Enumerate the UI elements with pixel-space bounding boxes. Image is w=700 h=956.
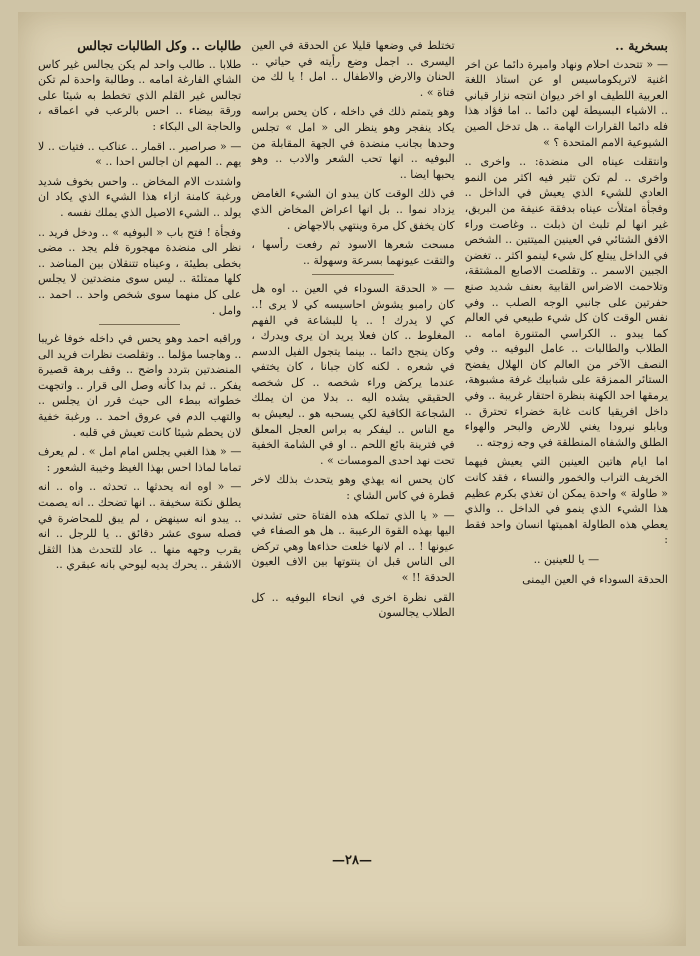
paragraph: وراقبه احمد وهو يحس في داخله خوفا غريبا .. وهاجسا مؤلما .. وتقلصت نظرات فريد الى المنضدتين بتردد واضح .. وقف برهة قصيرة يفكر .. ثم بدا كأنه وصل الى قرار .. واتجهت خطواته ببطء الى حيث قرر ان يجلس .. والتهب الدم في عروق احمد .. ورغبة خفية لان يحطم شيئا كانت تعيش في قلبه . bbox=[38, 332, 242, 439]
paragraph: مسحت شعرها الاسود ثم رفعت رأسها ، والتقت عيونهما بسرعة وسهولة .. bbox=[251, 238, 455, 267]
paragraph: في ذلك الوقت كان يبدو ان الشيء الغامض يزداد نموا .. بل انها اعراض المخاض الذي كان يخفق كل مرة وينتهي بالاجهاض . bbox=[251, 187, 455, 232]
column-left bbox=[38, 38, 241, 838]
magazine-page bbox=[18, 12, 686, 946]
paragraph: — « هذا الغبي يجلس امام امل » . لم يعرف تماما لماذا احس بهذا الغيظ وخيبة الشعور : bbox=[38, 445, 242, 474]
paragraph: واشتدت الام المخاض .. واحس بخوف شديد ورغبة كامنة ازاء هذا الشيء الذي يكاد ان يولد .. الشيء الاصيل الذي يملك نفسه . bbox=[38, 174, 242, 219]
paragraph: وفجأة ! فتح باب « البوفيه » .. ودخل فريد .. نظر الى منضدة مهجورة فلم يجد .. مضى بخطى بطيئة ، وعيناه تتنقلان بين المناضد .. كلها ممتلئة .. ليس سوى منضدتين لا يجلس على كل منهما سوى شخص واحد .. احمد .. وامل . bbox=[38, 225, 242, 317]
paragraph: — « تتحدث احلام ونهاد واميرة دائما عن اخر اغنية لاتريكوماسيس او عن استاذ اللغة العربية اللطيف او اخر ديوان انتجه نزار قباني .. الاشياء البسيطة لهن دائما .. اما فؤاد هذا فله دائما القرارات الهامة .. هل تدخل الصين الشيوعية الامم المتحدة ؟ » bbox=[464, 57, 668, 149]
column-right bbox=[465, 38, 668, 838]
paragraph: القى نظرة اخرى في انحاء البوفيه .. كل الطلاب يجالسون bbox=[251, 590, 455, 620]
paragraph: — « صراصير .. اقمار .. عناكب .. فتيات .. لا يهم .. المهم ان اجالس احدا .. » bbox=[38, 139, 242, 169]
paragraph: وانتقلت عيناه الى منضدة: .. واخرى .. واخرى .. لم تكن تثير فيه اكثر من النمو العادي للشيء الذي يعيش في الداخل .. وفجأة امتلأت عيناه بدفقة عنيفة من البريق، غير انها لم تلبث ان ذبلت .. وغاصت وراء الافق الشتائي في العينين الميتتين .. الشخص في الداخل يبتلع كل شيء لينمو اكثر .. تغضن الجبين الاسمر .. وتقلصت الاصابع المشتقة، وتلاحمت الاضراس القابية بعنف شديد صنع حفرتين على جانبي الوجه الصلب .. وفي نفس الوقت كان كل شيء طبيعي في العالم كما يبدو .. الكراسي المتنورة امامه .. الطلاب والطالبات .. عامل البوفيه .. وفي النصف الآخر من العالم كان الهلال يفضح الستائر الممزقة على شبابيك غرفة مشبوهة، يرمقها احد الكهنة بنظرة احتقار غريبة .. وفي داخل افريقيا كانت غابة خضراء تحترق .. وبابلو نيرودا يغني للارض والبحر والهواء الطلق والشفاه المنطلقة في وجه زوجته .. bbox=[464, 155, 668, 449]
paragraph: اما ايام هاتين العينين التي يعيش فيهما الخريف التراب والخمور والنساء ، فقد كانت « طاولة » واحدة يمكن ان تغذي بكرم عظيم هذا الشيء الذي ينمو في الداخل .. والذي يعطي هذه الطاولة اهميتها انسان واحد فقط : bbox=[464, 455, 668, 547]
paragraph: — يا للعينين .. bbox=[533, 553, 600, 566]
paragraph: — « الحدقة السوداء في العين .. اوه هل كان رامبو يشوش احاسيسه كي لا يرى !.. كي لا يدرك ! .. يا للبشاعة في الفهم المغلوط .. كان فعلا يريد ان يرى ويدرك ، وكان ينجح دائما .. بينما يتجول الفيل الدسم في شعره . لكنه كان جبانا ، كان يختفي عندما يركض وراء شخصه .. كل شخصه الحقيقي يشده اليه .. بدلا من ان يملك الشجاعة الكافية لكي يسحبه هو .. ليعيش به مع الناس .. ليفكر به براس العجل المعلق في فترينة بائع اللحم .. او في الشامة الخفية تحت نهد احدى المومسات » . bbox=[251, 282, 455, 467]
paragraph: وهو يتمتم ذلك في داخله ، كان يحس براسه يكاد ينفجر وهو ينظر الى « امل » تجلس وحدها بجانب منضدة في الجهة المقابلة من البوفيه .. انها تحب الشعر والادب .. وهو يحبها ايضا .. bbox=[251, 105, 455, 181]
paragraph: تختلط في وضعها قليلا عن الحدقة في العين اليسرى .. اجمل وضع رأيته في حياتي .. الحنان والارض والاطفال .. امل ! يا لك من فتاة » . bbox=[251, 39, 455, 99]
column-right-heading: بسخرية .. bbox=[615, 38, 668, 53]
paragraph: كان يحس انه يهذي وهو يتحدث بذلك لاخر قطرة في كاس الشاي : bbox=[251, 473, 455, 503]
paragraph: — « اوه انه يحدثها .. تحدثه .. واه .. انه يطلق نكتة سخيفة .. انها تضحك .. انه يصمت .. يبدو انه سينهض ، لم يبق للمحاضرة في فصله سوى عشر دقائق .. يا للرجل .. انه يقرب وجهه منها .. عاد للتحدث هذا الثقل الاشقر .. يحرك يديه ليوحي بانه عبقري .. bbox=[38, 480, 242, 572]
column-middle bbox=[251, 38, 454, 838]
page-number: —٢٨— bbox=[332, 853, 372, 868]
paragraph: — « يا الذي تملكه هذه الفتاة حتى تشدني اليها بهذه القوة الرعيبة .. هل هو الصفاء في عيونها ! .. ام لانها خلعت حذاءها وهي تركض الى الناس قبل ان ينتوتها بين الاف العيون الحدقة !! » bbox=[251, 508, 455, 584]
section-divider bbox=[99, 324, 180, 325]
section-divider bbox=[312, 274, 393, 275]
article-columns bbox=[38, 38, 668, 838]
column-left-heading: طالبات .. وكل الطالبات تجالس bbox=[77, 38, 242, 53]
paragraph: الحدقة السوداء في العين اليمنى bbox=[522, 572, 668, 586]
paragraph: طلابا .. طالب واحد لم يكن يجالس غير كاس الشاي الفارغة امامه .. وطالبة واحدة لم تكن تجالس غير القلم الذي تخطط به شيئا على ورقة بيضاء .. احس بالرعب في اعماقه ، والحاجة الى البكاء : bbox=[38, 57, 242, 133]
